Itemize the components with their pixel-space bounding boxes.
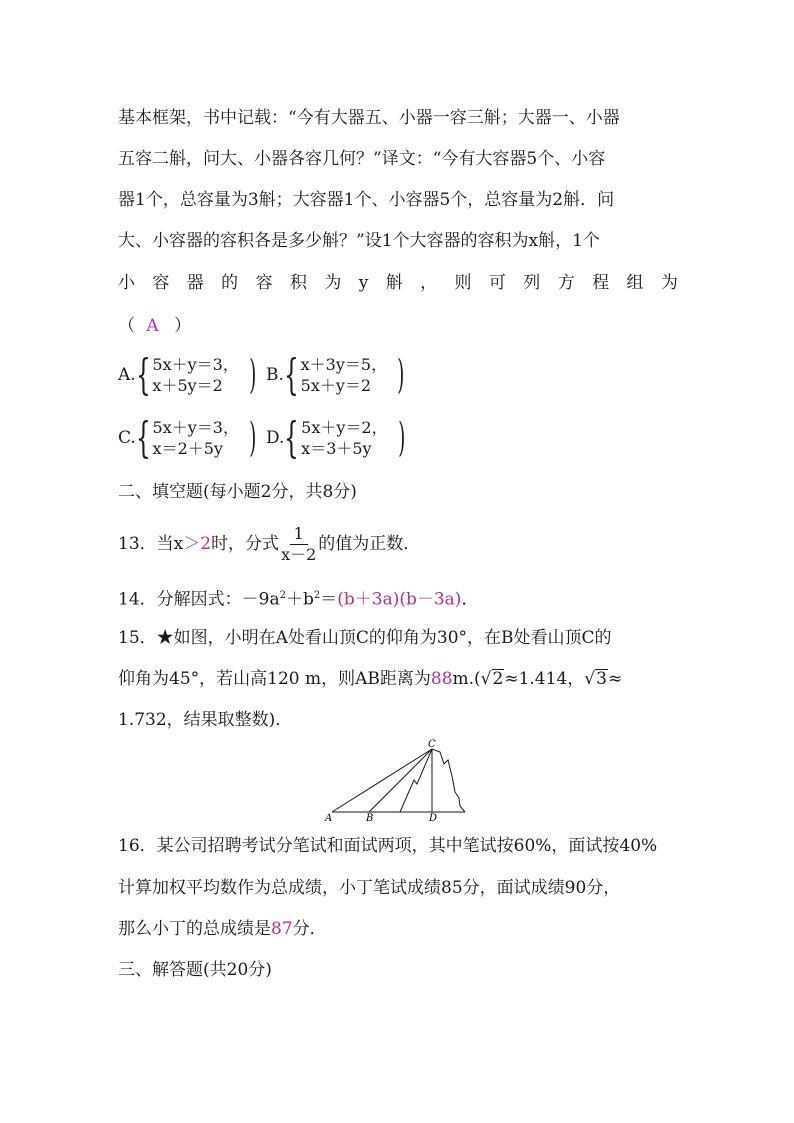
q12-line-5-char: 斛 [385,273,403,293]
sqrt-icon: √ [584,669,596,689]
option-b-system [283,350,405,399]
option-a-eq2: x＋5y＝2 [152,376,223,395]
q16-answer: 87 [271,919,293,939]
sqrt-icon: √ [480,669,492,689]
option-b-eq1: x＋3y＝5， [300,355,388,374]
option-c-system [135,413,257,462]
q14-prefix: 14．分解因式：－9a [118,589,280,610]
q15-line-3: 1.732，结果取整数)． [118,710,293,730]
q15-radicand-1: 2 [492,669,504,689]
q15-line-2 [118,667,622,691]
q14-answer: (b＋3a)(b－3a) [337,589,462,610]
q15-radicand-2: 3 [596,669,607,689]
option-d-eq2: x＝3＋5y [301,439,372,458]
mountain-figure [322,736,472,822]
q14-sup-a: 2 [279,590,286,601]
q14-eq: ＝ [320,589,338,610]
option-a-eq1: 5x＋y＝3， [152,355,239,374]
q14-plus: ＋b [285,589,314,610]
paren-open: （ [118,316,135,336]
option-c-label: C. [118,428,136,448]
q14-suffix: ． [461,589,479,610]
q15-prefix: 仰角为45°，若山高120 m，则AB距离为 [118,669,431,689]
q12-line-5-char: 的 [221,273,239,293]
q16-prefix: 那么小丁的总成绩是 [118,919,271,939]
q16-line-1: 16．某公司招聘考试分笔试和面试两项，其中笔试按60%，面试按40% [118,836,658,856]
option-b [266,350,405,399]
q12-line-2: 五容二斛，问大、小器各容几何？”译文：“今有大容器5个、小容 [118,149,606,169]
option-d-system [284,413,405,462]
q14 [118,584,478,612]
option-a [118,350,257,399]
q13-answer: ＞2 [183,534,212,554]
section-2-heading: 二、填空题(每小题2分，共8分) [118,482,357,502]
right-paren-icon: ) [249,415,257,461]
q12-line-5-char: ， [420,273,438,293]
q14-sup-b: 2 [313,590,321,601]
q12-line-5-char: 为 [660,273,678,293]
q15-answer: 88 [430,669,453,689]
option-d [266,413,405,462]
q12-line-5-char: 容 [152,273,170,293]
option-b-label: B. [266,365,284,385]
left-brace-icon: { [135,413,151,462]
q12-line-5-char: 组 [626,273,644,293]
right-paren-icon: ) [249,352,257,398]
label-b: B [366,813,374,822]
option-a-system [135,350,257,399]
q12-line-5-char: 程 [592,273,610,293]
q13-denominator: x－2 [281,544,317,564]
q12-line-1: 基本框架，书中记载：“今有大器五、小器一容三斛；大器一、小器 [118,108,620,128]
q13-mid: 时，分式 [211,534,280,554]
line-bc [369,749,432,812]
q15-approx-2: ≈ [607,669,623,689]
option-c [118,413,257,462]
q12-answer: A [146,316,159,336]
left-brace-icon: { [284,413,300,462]
right-paren-icon: ) [397,415,405,461]
q15-approx-1: ≈1.414， [504,669,585,689]
section-3-heading: 三、解答题(共20分) [118,960,272,980]
paren-close: ） [174,316,192,336]
label-a: A [325,813,333,822]
q12-line-5-char: 器 [186,273,204,293]
option-d-eq1: 5x＋y＝2， [301,418,388,437]
q13-suffix: 的值为正数． [318,534,421,554]
q12-line-5-char: y [358,273,369,293]
option-a-label: A. [118,365,136,385]
q12-line-5-char: 方 [557,273,575,293]
option-b-eq2: 5x＋y＝2 [300,376,372,395]
q16-line-2: 计算加权平均数作为总成绩，小丁笔试成绩85分，面试成绩90分， [118,878,621,898]
q13-fraction [281,524,316,565]
left-brace-icon: { [135,350,151,399]
q16-suffix: 分． [292,919,327,939]
q15-line-1: 15．★如图，小明在A处看山顶C的仰角为30°，在B处看山顶C的 [118,628,612,648]
q16-line-3 [118,917,327,941]
q12-line-5-char: 可 [488,273,506,293]
q12-line-5-char: 为 [324,273,342,293]
q12-line-3: 器1个，总容量为3斛；大容器1个、小容器5个，总容量为2斛．问 [118,190,615,210]
q12-line-5-char: 容 [255,273,273,293]
q12-line-5-char: 积 [289,273,307,293]
q13 [118,522,420,566]
q12-line-5-char: 列 [523,273,541,293]
q12-line-5 [118,271,678,295]
line-ac [332,749,432,812]
right-paren-icon: ) [397,352,405,398]
label-c: C [428,739,436,750]
q13-prefix: 13．当x [118,534,184,554]
label-d: D [429,813,438,822]
left-brace-icon: { [283,350,299,399]
q12-line-5-char: 则 [454,273,472,293]
q12-line-5-char: 小 [118,273,135,293]
q12-line-4: 大、小容器的容积各是多少斛？”设1个大容器的容积为x斛，1个 [118,231,600,251]
q15-mid: m.( [452,669,481,689]
option-d-label: D. [266,428,285,448]
option-c-eq2: x＝2＋5y [152,439,223,458]
option-c-eq1: 5x＋y＝3， [152,418,239,437]
q12-answer-paren [118,314,191,338]
q13-numerator: 1 [290,524,308,545]
